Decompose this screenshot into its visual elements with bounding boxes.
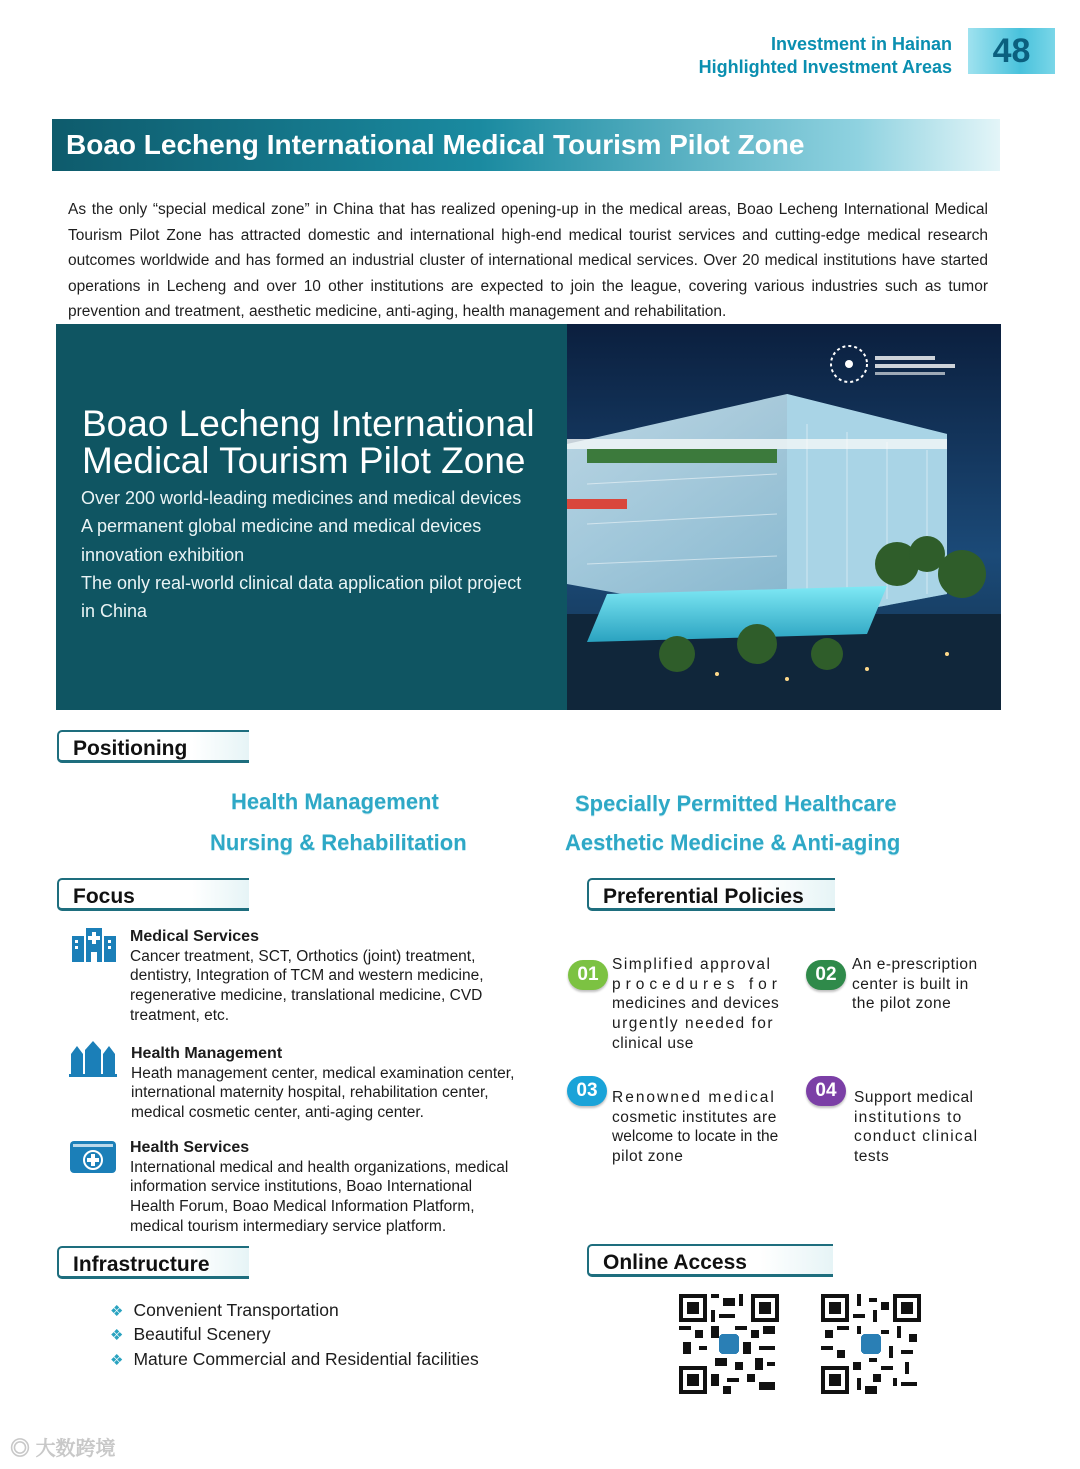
page-number: 48 bbox=[968, 28, 1055, 74]
focus-line: Health Forum, Boao Medical Information Platform, bbox=[130, 1198, 475, 1216]
policy-line: Support medical bbox=[854, 1089, 974, 1106]
banner-highlights bbox=[81, 484, 551, 625]
watermark-logo-icon: ◎ bbox=[10, 1438, 30, 1460]
focus-title: Medical Services bbox=[130, 928, 259, 945]
diamond-bullet-icon: ❖ bbox=[110, 1351, 124, 1369]
positioning-aesthetic-medicine: Aesthetic Medicine & Anti-aging bbox=[565, 830, 901, 855]
banner-title-line-1: Boao Lecheng International bbox=[82, 403, 535, 444]
policy-line: center is built in bbox=[852, 975, 969, 993]
policy-item-01 bbox=[612, 955, 794, 1054]
infrastructure-list bbox=[110, 1299, 479, 1372]
page-title: Boao Lecheng International Medical Tourism Pilot Zone bbox=[52, 119, 1000, 171]
focus-label: Focus bbox=[57, 878, 249, 911]
policy-item-04 bbox=[854, 1088, 994, 1167]
banner-line: innovation exhibition bbox=[81, 544, 245, 565]
policy-line: urgently needed for bbox=[612, 1015, 775, 1033]
banner-line: in China bbox=[81, 601, 148, 622]
focus-line: international maternity hospital, rehabilitation center, bbox=[131, 1084, 489, 1102]
policy-line: procedures for bbox=[612, 975, 782, 993]
focus-line: Heath management center, medical examination center, bbox=[131, 1064, 515, 1082]
header-line-1: Investment in Hainan bbox=[770, 34, 952, 54]
policy-line: clinical use bbox=[612, 1034, 694, 1052]
policy-badge-01: 01 bbox=[568, 960, 608, 990]
policy-line: institutions to bbox=[854, 1108, 963, 1126]
qr-code-icon[interactable] bbox=[679, 1294, 779, 1394]
policy-line: Simplified approval bbox=[612, 956, 772, 973]
banner-title-line-2: Medical Tourism Pilot Zone bbox=[82, 440, 526, 481]
positioning-health-management: Health Management bbox=[231, 789, 439, 814]
policy-line: conduct clinical bbox=[854, 1128, 979, 1146]
banner-line: The only real-world clinical data application pilot project bbox=[81, 572, 522, 593]
qr-code-icon[interactable] bbox=[821, 1294, 921, 1394]
intro-paragraph: As the only “special medical zone” in China that has realized opening-up in the medical areas, Boao Lecheng International Medical Tourism Pilot Zone has attracted domestic and international high-end medical tourist services and cutting-edge medical research outcomes worldwide and has formed an industrial cluster of international medical services. Over 20 medical institutions have started operations in Lecheng and over 10 other institutions are expected to join the league, covering various industries such as tumor prevention and treatment, aesthetic medicine, anti-aging, health management and rehabilitation. bbox=[68, 201, 988, 321]
policy-item-02 bbox=[852, 955, 992, 1014]
header-line-2: Highlighted Investment Areas bbox=[698, 57, 952, 77]
policy-line: cosmetic institutes are bbox=[612, 1108, 777, 1126]
infrastructure-item: Convenient Transportation bbox=[133, 1300, 339, 1320]
focus-line: Cancer treatment, SCT, Orthotics (joint) treatment, bbox=[130, 947, 476, 965]
policy-line: the pilot zone bbox=[852, 995, 952, 1013]
banner-line: Over 200 world-leading medicines and medical devices bbox=[81, 488, 522, 508]
positioning-label: Positioning bbox=[57, 730, 249, 763]
focus-line: information service institutions, Boao International bbox=[130, 1178, 473, 1196]
watermark bbox=[10, 1432, 116, 1461]
policy-line: pilot zone bbox=[612, 1148, 684, 1166]
list-item bbox=[110, 1323, 479, 1347]
policy-badge-04: 04 bbox=[806, 1076, 846, 1106]
focus-line: regenerative medicine, translational medicine, CVD bbox=[130, 987, 483, 1005]
policy-line: An e-prescription bbox=[852, 956, 978, 973]
policy-line: medicines and devices bbox=[612, 995, 780, 1013]
online-access-label: Online Access bbox=[587, 1244, 833, 1277]
banner-line: A permanent global medicine and medical devices bbox=[81, 516, 482, 537]
focus-health-services bbox=[130, 1138, 542, 1237]
focus-title: Health Management bbox=[131, 1045, 283, 1062]
positioning-nursing-rehab: Nursing & Rehabilitation bbox=[210, 830, 467, 855]
header-section-title bbox=[699, 33, 952, 79]
list-item bbox=[110, 1299, 479, 1323]
preferential-policies-label: Preferential Policies bbox=[587, 878, 835, 911]
hospital-icon bbox=[70, 926, 118, 964]
focus-line: treatment, etc. bbox=[130, 1006, 230, 1024]
positioning-specially-permitted: Specially Permitted Healthcare bbox=[575, 791, 897, 816]
diamond-bullet-icon: ❖ bbox=[110, 1303, 124, 1320]
focus-line: medical tourism intermediary service platform. bbox=[130, 1217, 447, 1235]
policy-badge-03: 03 bbox=[567, 1076, 607, 1106]
policy-line: welcome to locate in the bbox=[612, 1128, 779, 1146]
banner-title bbox=[82, 405, 552, 479]
focus-medical-services bbox=[130, 927, 538, 1026]
focus-health-management bbox=[131, 1044, 543, 1123]
medical-card-icon bbox=[69, 1137, 117, 1175]
buildings-icon bbox=[69, 1040, 117, 1078]
focus-line: International medical and health organizations, medical bbox=[130, 1158, 509, 1176]
policy-item-03 bbox=[612, 1088, 802, 1167]
policy-line: Renowned medical bbox=[612, 1089, 776, 1106]
focus-title: Health Services bbox=[130, 1139, 250, 1156]
focus-line: medical cosmetic center, anti-aging center. bbox=[131, 1104, 424, 1122]
infrastructure-item: Beautiful Scenery bbox=[133, 1324, 271, 1345]
policy-badge-02: 02 bbox=[806, 960, 846, 990]
list-item bbox=[110, 1348, 479, 1372]
focus-line: dentistry, Integration of TCM and western medicine, bbox=[130, 967, 484, 985]
diamond-bullet-icon: ❖ bbox=[110, 1327, 124, 1345]
watermark-text: 大数跨境 bbox=[35, 1438, 116, 1460]
building-night-photo bbox=[567, 324, 1001, 710]
infrastructure-item: Mature Commercial and Residential facilities bbox=[133, 1348, 479, 1369]
infrastructure-label: Infrastructure bbox=[57, 1246, 249, 1279]
policy-line: tests bbox=[854, 1148, 890, 1166]
